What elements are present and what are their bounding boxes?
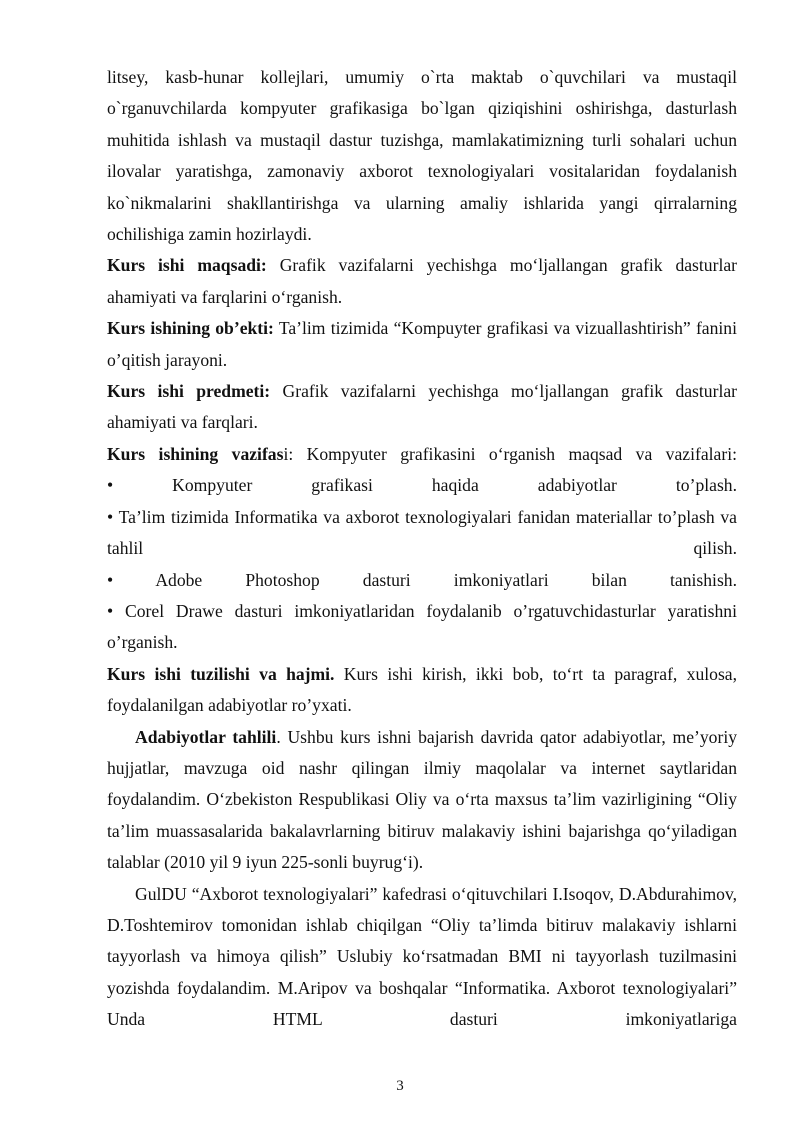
tuzilishi-paragraph (107, 659, 737, 722)
page-number: 3 (396, 1078, 404, 1094)
adabiyotlar-text: . Ushbu kurs ishni bajarish davrida qator adabiyotlar, me’yoriy hujjatlar, mavzuga oid nashr qilingan ilmiy maqolalar va internet saytlaridan foydalandim. O‘zbekiston Respublikasi Oliy va o‘rta maxsus ta’lim vazirligining “Oliy ta’lim muassasalarida bakalavrlarning bitiruv malakaviy ishini bajarishga qo‘yiladigan talablar (2010 yil 9 iyun 225-sonli buyrug‘i). (107, 726, 738, 873)
vazifasi-label: Kurs ishining vazifas (107, 443, 284, 464)
vazifasi-text: i: Kompyuter grafikasini o‘rganish maqsad va vazifalari: (283, 443, 737, 464)
adabiyotlar-paragraph (107, 722, 737, 879)
adabiyotlar-label: Adabiyotlar tahlili (135, 726, 277, 747)
predmeti-label: Kurs ishi predmeti: (107, 381, 271, 402)
maqsadi-paragraph (107, 250, 737, 313)
maqsadi-label: Kurs ishi maqsadi: (107, 255, 267, 276)
obekti-label: Kurs ishining ob’ekti: (107, 318, 274, 339)
predmeti-paragraph (107, 376, 737, 439)
vazifasi-paragraph (107, 439, 737, 470)
maqsadi-text: Grafik vazifalarni yechishga mo‘ljallangan grafik dasturlar ahamiyati va farqlarini o‘rganish. (107, 255, 738, 307)
predmeti-text: Grafik vazifalarni yechishga mo‘ljallangan grafik dasturlar ahamiyati va farqlari. (107, 381, 737, 433)
tuzilishi-text: Kurs ishi kirish, ikki bob, to‘rt ta paragraf, xulosa, foydalanilgan adabiyotlar ro’yxati. (107, 663, 737, 716)
obekti-text: Ta’lim tizimida “Kompuyter grafikasi va vizuallashtirish” fanini o’qitish jarayoni. (107, 318, 737, 370)
document-page (107, 62, 737, 1036)
guldu-paragraph: GulDU “Axborot texnologiyalari” kafedrasi o‘qituvchilari I.Isoqov, D.Abdurahimov, D.Toshtemirov tomonidan ishlab chiqilgan “Oliy ta’limda bitiruv malakaviy ishlarni tayyorlash va himoya qilish” Uslubiy ko‘rsatmadan BMI ni tayyorlash tuzilmasini yozishda foydalandim. M.Aripov va boshqalar “Informatika. Axborot texnologiyalari” Unda HTML dasturi imkoniyatlariga (107, 883, 737, 1030)
bullet-item: • Kompyuter grafikasi haqida adabiyotlar to’plash. (107, 475, 737, 496)
obekti-paragraph (107, 313, 737, 376)
bullet-item: • Corel Drawe dasturi imkoniyatlaridan foydalanib o’rgatuvchidasturlar yaratishni o’rganish. (107, 600, 737, 653)
tuzilishi-label: Kurs ishi tuzilishi va hajmi. (107, 663, 335, 684)
intro-paragraph: litsey, kasb-hunar kollejlari, umumiy o`rta maktab o`quvchilari va mustaqil o`rganuvchilarda kompyuter grafikasiga bo`lgan qiziqishini oshirishga, dasturlash muhitida ishlash va mustaqil dastur tuzishga, mamlakatimizning turli sohalari uchun ilovalar yaratishga, zamonaviy axborot texnologiyalari vositalaridan foydalanish ko`nikmalarini shakllantirishga va ularning amaliy ishlarida yangi qirralarning ochilishiga zamin hozirlaydi. (107, 67, 737, 245)
bullet-item: • Ta’lim tizimida Informatika va axborot texnologiyalari fanidan materiallar to’plash va tahlil qilish. (107, 506, 737, 559)
bullet-item: • Adobe Photoshop dasturi imkoniyatlari bilan tanishish. (107, 569, 737, 590)
